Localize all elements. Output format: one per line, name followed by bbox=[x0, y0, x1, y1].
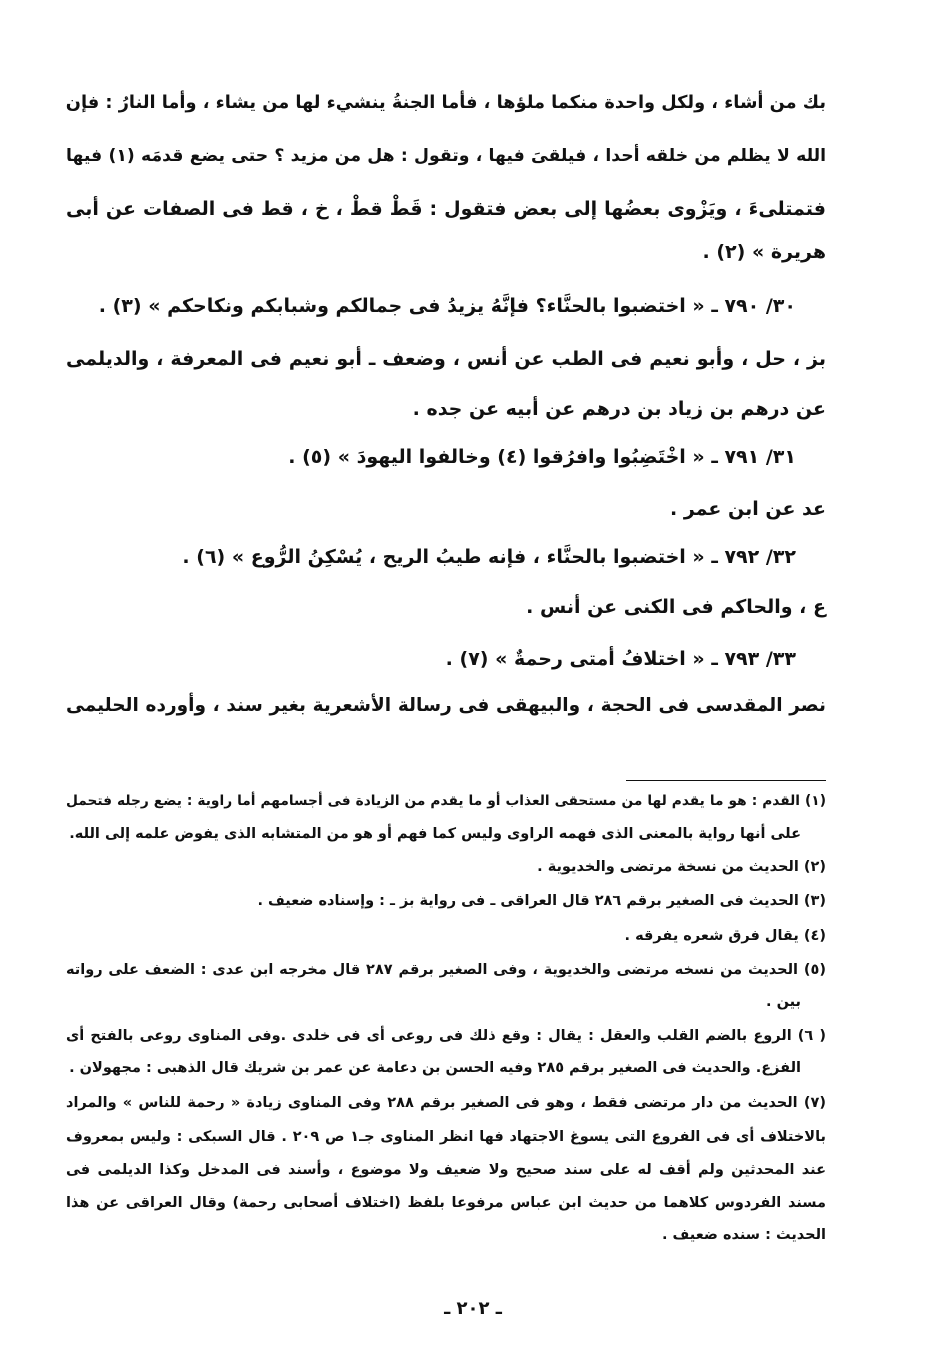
hadith-793: ٣٣/ ٧٩٣ ـ « اختلافُ أمتى رحمةٌ » (٧) . bbox=[445, 648, 796, 670]
footnote-separator bbox=[626, 780, 826, 781]
body-line-9: عد عن ابن عمر . bbox=[670, 498, 826, 520]
footnote-5-cont: بين . bbox=[766, 994, 801, 1010]
footnote-7-cont-3: مسند الفردوس كلاهما من حديث ابن عباس مرفوعا بلفظ (اختلاف أصحابى رحمة) وقال العراقى عن هذا bbox=[66, 1195, 826, 1211]
footnote-4: (٤) يقال فرق شعره يفرقه . bbox=[624, 928, 826, 944]
footnote-1: (١) القدم : هو ما يقدم لها من مستحقى العذاب أو ما يقدم من الزيادة فى أجسامهم أما راوية : يضع رجله فتحمل bbox=[66, 793, 826, 809]
hadith-790: ٣٠/ ٧٩٠ ـ « اختضبوا بالحنَّاء؟ فإنَّهُ يزيدُ فى جمالكم وشبابكم ونكاحكم » (٣) . bbox=[98, 295, 796, 317]
footnote-7-cont-2: عند المحدثين ولم أقف له على سند صحيح ولا ضعيف ولا موضوع ، وأسند فى المدخل وكذا الديلمى فى bbox=[66, 1162, 826, 1178]
body-line-13: نصر المقدسى فى الحجة ، والبيهقى فى رسالة الأشعرية بغير سند ، وأورده الحليمى bbox=[66, 695, 826, 716]
body-line-6: بز ، حل ، وأبو نعيم فى الطب عن أنس ، وضعف ـ أبو نعيم فى المعرفة ، والديلمى bbox=[66, 348, 826, 370]
hadith-792: ٣٢/ ٧٩٢ ـ « اختضبوا بالحنَّاء ، فإنه طيبُ الريح ، يُسْكِنُ الرُّوع » (٦) . bbox=[182, 546, 796, 568]
body-line-11: ع ، والحاكم فى الكنى عن أنس . bbox=[526, 596, 826, 618]
footnote-5: (٥) الحديث من نسخه مرتضى والخديوية ، وفى الصغير برقم ٢٨٧ قال مخرجه ابن عدى : الضعف على رواته bbox=[66, 962, 826, 978]
footnote-3: (٣) الحديث فى الصغير برقم ٢٨٦ قال العراقى ـ فى رواية بز ـ : وإسناده ضعيف . bbox=[257, 893, 826, 909]
body-line-4: هريرة » (٢) . bbox=[702, 241, 826, 263]
footnote-6-cont: الفزع. والحديث فى الصغير برقم ٢٨٥ وفيه الحسن بن دعامة عن عمر بن شريك قال الذهبى : مجهولان . bbox=[69, 1060, 801, 1076]
hadith-791: ٣١/ ٧٩١ ـ « اخْتَضِبُوا وافرُقوا (٤) وخالفوا اليهودَ » (٥) . bbox=[288, 446, 796, 468]
footnote-7-cont-1: بالاختلاف أى فى الفروع التى يسوغ الاجتهاد فها انظر المناوى جـ١ ص ٢٠٩ . قال السبكى : وليس بمعروف bbox=[66, 1129, 826, 1145]
footnote-1-cont: على أنها رواية بالمعنى الذى فهمه الراوى وليس كما فهم أو هو من المتشابه الذى يفوض علمه إلى الله. bbox=[69, 826, 801, 842]
footnote-7: (٧) الحديث من دار مرتضى فقط ، وهو فى الصغير برقم ٢٨٨ وفى المناوى زيادة « رحمة للناس » والمراد bbox=[66, 1095, 826, 1111]
body-line-7: عن درهم بن زياد بن درهم عن أبيه عن جده . bbox=[412, 398, 826, 420]
page-number: ـ ٢٠٢ ـ bbox=[444, 1298, 502, 1319]
body-line-3: فتمتلىءَ ، ويَزْوى بعضُها إلى بعض فتقول : قَطْ قطْ ، خ ، قط فى الصفات عن أبى bbox=[66, 198, 826, 220]
body-line-1: بك من أشاء ، ولكل واحدة منكما ملؤها ، فأما الجنةُ ينشيء لها من يشاء ، وأما النارُ : فإن bbox=[65, 93, 826, 113]
footnote-2: (٢) الحديث من نسخة مرتضى والخديوية . bbox=[537, 859, 826, 875]
footnote-6: ( ٦) الروع بالضم القلب والعقل : يقال : وقع ذلك فى روعى أى فى خلدى .وفى المناوى روعى بالفتح أى bbox=[66, 1028, 826, 1044]
footnote-7-cont-4: الحديث : سنده ضعيف . bbox=[661, 1227, 826, 1243]
body-line-2: الله لا يظلم من خلقه أحدا ، فيلقىَ فيها ، وتقول : هل من مزيد ؟ حتى يضع قدمَه (١) فيها bbox=[66, 146, 827, 166]
